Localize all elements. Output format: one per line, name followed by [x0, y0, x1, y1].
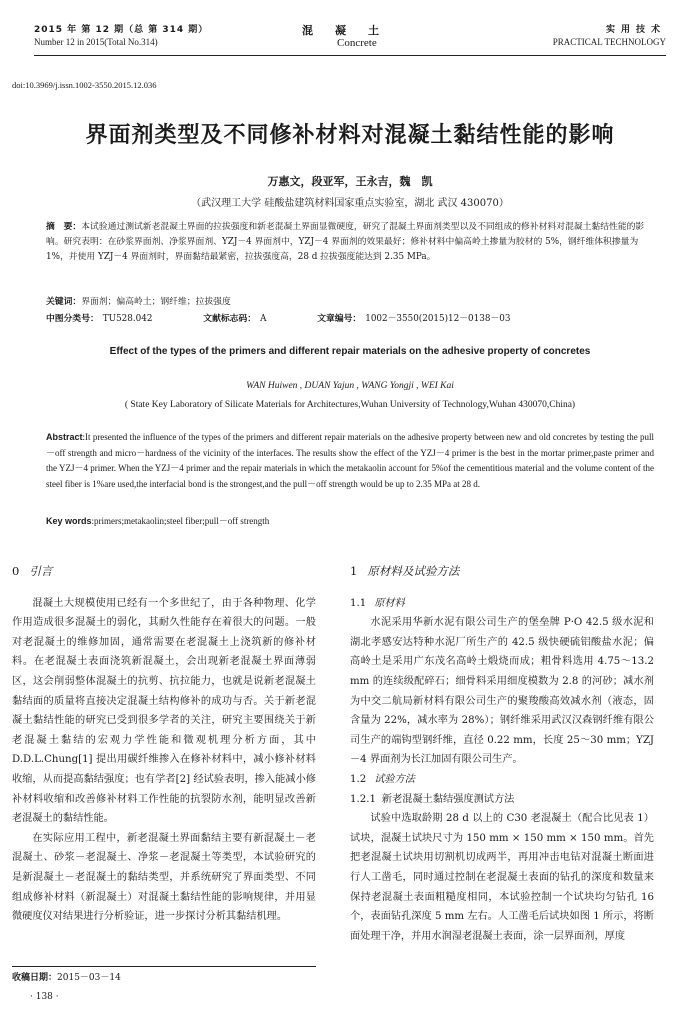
paper-title-cn: 界面剂类型及不同修补材料对混凝土黏结性能的影响: [85, 123, 615, 148]
affiliation-en: ( State Key Laboratory of Silicate Materials for Architectures,Wuhan University of Technology,Wuhan 430070,China): [124, 400, 576, 410]
column-name-cn: 实用技术: [605, 25, 666, 35]
received-value: 2015－03－14: [57, 973, 121, 983]
abstract-en-label: Abstract: [46, 432, 83, 442]
keywords-cn-text: 界面剂；偏高岭土；钢纤维；拉拔强度: [81, 297, 231, 307]
issue-en: Number 12 in 2015(Total No.314): [34, 37, 158, 47]
affiliation-cn: （武汉理工大学 硅酸盐建筑材料国家重点实验室，湖北 武汉 430070）: [191, 198, 509, 209]
subsection-number: 1.2: [350, 773, 367, 785]
subsubsection-number: 1.2.1: [350, 793, 376, 805]
issue-cn: 2015 年 第 12 期（总 第 314 期）: [34, 25, 209, 35]
abstract-cn-label: 摘 要：: [46, 222, 82, 232]
doc-code-label: 文献标志码：: [203, 314, 257, 324]
keywords-cn-label: 关键词：: [46, 297, 82, 307]
right-column: [350, 562, 654, 946]
column-name-en: PRACTICAL TECHNOLOGY: [552, 37, 666, 47]
paper-title-en: Effect of the types of the primers and different repair materials on the adhesive property of concretes: [109, 346, 591, 357]
journal-name-en: Concrete: [337, 37, 377, 49]
intro-paragraph-2: 在实际应用工程中，新老混凝土界面黏结主要有新混凝土－老混凝土、砂浆－老混凝土、净浆－老混凝土等类型，本试验研究的是新混凝土－老混凝土的黏结类型，并系统研究了界面类型、不同组成修补材料（新混凝土）对混凝土黏结性能的影响规律，并用显微硬度仪对结果进行分析验证，进一步探讨分析其黏结机理。: [12, 832, 316, 923]
keywords-en-label: Key words: [46, 516, 92, 526]
materials-paragraph: 水泥采用华新水泥有限公司生产的堡垒牌 P·O 42.5 级水泥和湖北孝感安达特种水泥厂所生产的 42.5 级快硬硫铝酸盐水泥；偏高岭土是采用广东茂名高岭土煅烧而成；粗骨料选用 4.75～13.2 mm 的连续级配碎石；细骨料采用细度模数为 2.8 的河砂；减水剂为中交二航局新材料有限公司生产的聚羧酸高效减水剂（液态，固含量为 22%，减水率为 28%）；钢纤维采用武汉汉森钢纤维有限公司生产的端钩型钢纤维，直径 0.22 mm，长度 25～30 mm；YZJ－4 界面剂为长江加固有限公司生产。: [350, 617, 654, 766]
article-no-value: 1002－3550(2015)12－0138－03: [365, 314, 511, 324]
abstract-en: [46, 430, 654, 492]
section-number: 1: [350, 564, 358, 578]
classification-row: [46, 311, 514, 324]
left-column: [12, 562, 316, 927]
section-title: 原材料及试验方法: [367, 564, 460, 578]
running-header: [34, 22, 666, 64]
keywords-en-text: :primers;metakaolin;steel fiber;pull－off strength: [91, 516, 270, 526]
header-rule: [34, 55, 666, 56]
subsection-title: 原材料: [374, 597, 405, 609]
subsubsection-heading-bond-test: [350, 790, 654, 810]
keywords-en: [46, 514, 269, 527]
subsection-heading-methods: [350, 770, 654, 790]
keywords-cn: [46, 294, 231, 307]
authors-en: WAN Huiwen , DUAN Yajun , WANG Yongji , WEI Kai: [246, 381, 454, 391]
section-number: 0: [12, 564, 20, 578]
clc-label: 中图分类号：: [46, 314, 99, 324]
received-date: [12, 966, 316, 983]
subsubsection-title: 新老混凝土黏结强度测试方法: [381, 793, 515, 805]
bond-test-paragraph: 试验中选取龄期 28 d 以上的 C30 老混凝土（配合比见表 1）试块，混凝土试块尺寸为 150 mm × 150 mm × 150 mm。首先把老混凝土试块用切割机切成两半，再用冲击电钻对混凝土断面进行人工凿毛，同时通过控制在老混凝土表面的钻孔的深度和数量来保持老混凝土表面粗糙度相同，本试验控制一个试块均匀钻孔 16 个，表面钻孔深度 5 mm 左右。人工凿毛后试块如图 1 所示，将断面处理干净，并用水润湿老混凝土表面，涂一层界面剂，厚度: [350, 813, 654, 942]
doi: doi:10.3969/j.issn.1002-3550.2015.12.036: [12, 80, 157, 90]
abstract-cn: [46, 220, 654, 265]
subsection-title: 试验方法: [374, 773, 415, 785]
abstract-en-text: :It presented the influence of the types of the primers and different repair materials on the adhesive property between new and old concretes by testing the pull－off strength and micro－hardness of the vicinity of the interfaces. The results show the effect of the YZJ－4 primer is the best in the mortar primer,paste primer and the YZJ－4 primer. When the YZJ－4 primer and the repair materials in which the metakaolin account for 5%of the cementitious material and the volume content of the steel fiber is 1%are used,the interfacial bond is the strongest,and the pull－off strength would be up to 2.35 MPa at 28 d.: [46, 432, 654, 489]
journal-name-cn: 混凝土: [302, 24, 401, 37]
section-heading-materials: [350, 562, 654, 582]
clc-value: TU528.042: [102, 314, 153, 324]
authors-cn: 万惠文，段亚军，王永吉，魏 凯: [267, 175, 433, 188]
received-label: 收稿日期：: [12, 973, 58, 983]
subsection-number: 1.1: [350, 597, 367, 609]
doc-code-value: A: [260, 314, 267, 324]
abstract-cn-text: 本试验通过测试新老混凝土界面的拉拔强度和新老混凝土界面显微硬度，研究了混凝土界面剂类型以及不同组成的修补材料对混凝土黏结性能的影响。研究表明：在砂浆界面剂、净浆界面剂、YZJ－4 界面剂中，YZJ－4 界面剂的效果最好；修补材料中偏高岭土掺量为胶材的 5%，钢纤维体积掺量为 1%，并使用 YZJ－4 界面剂时，界面黏结最紧密，拉拔强度高，28 d 拉拔强度能达到 2.35 MPa。: [46, 222, 645, 262]
intro-paragraph-1: 混凝土大规模使用已经有一个多世纪了，由于各种物理、化学作用造成很多混凝土的弱化，其耐久性能存在着很大的问题。一般对老混凝土的维修加固，通常需要在老混凝土上浇筑新的修补材料。在老混凝土表面浇筑新混凝土，会出现新老混凝土界面薄弱区，这会削弱整体混凝土的抗剪、抗拉能力，也就是说新老混凝土黏结面的质量将直接决定混凝土结构修补的成功与否。关于新老混凝土黏结性能的研究已受到很多学者的关注，研究主要围绕关于新老混凝土黏结的宏观力学性能和微观机理分析方面，其中 D.D.L.Chung[1] 提出用碳纤维掺入在修补材料中，减小修补材料收缩，从而提高黏结强度；也有学者[2] 经试验表明，掺入能减小修补材料收缩和改善修补材料工作性能的抗裂防水剂，能明显改善新老混凝土的黏结性能。: [12, 597, 316, 825]
page-number: · 138 ·: [30, 992, 59, 1002]
article-no-label: 文章编号：: [317, 314, 362, 324]
section-heading-intro: [12, 562, 316, 582]
subsection-heading-materials: [350, 594, 654, 614]
section-title: 引言: [29, 564, 53, 578]
